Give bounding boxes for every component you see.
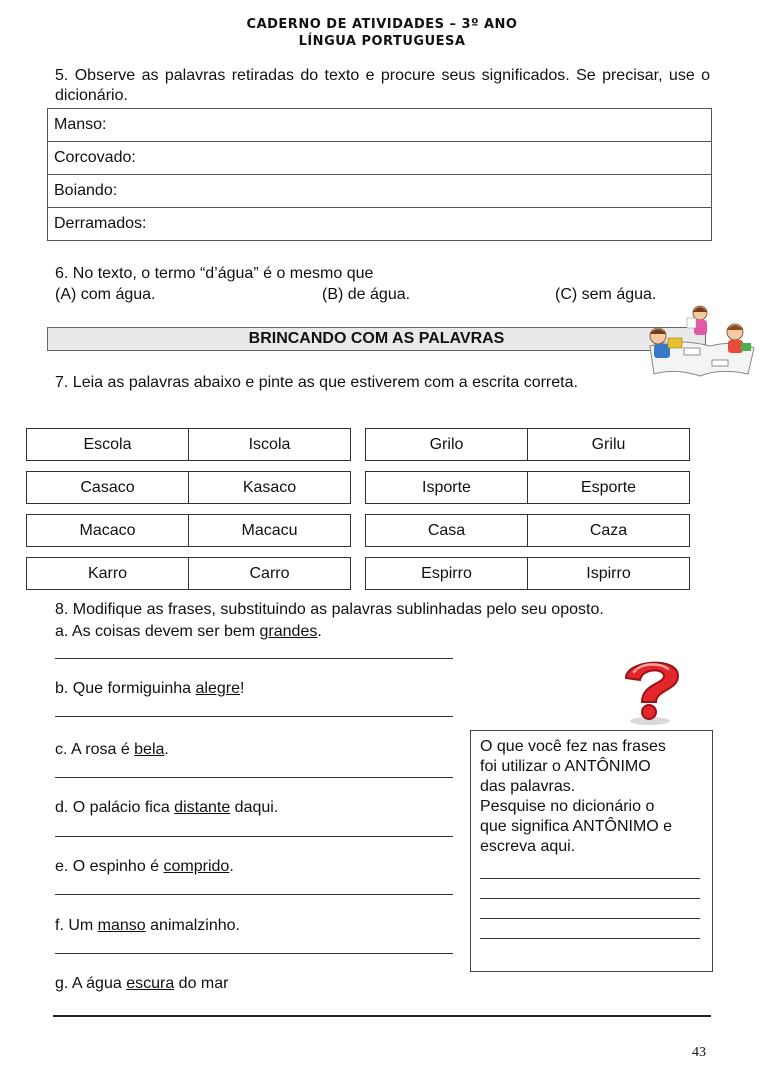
answer-line-a[interactable] [55,658,453,659]
word-pair-left-4 [26,557,351,590]
word-pair-left-2 [26,471,351,504]
q5-instruction: 5. Observe as palavras retiradas do texto e procure seus significados. Se precisar, use o dicionário. [55,67,710,104]
header-title: CADERNO DE ATIVIDADES – 3º ANO [246,17,518,32]
vocab-row[interactable]: Derramados: [48,208,712,241]
children-reading-icon [640,298,760,380]
header-subtitle: LÍNGUA PORTUGUESA [298,34,466,49]
word-cell[interactable]: Caza [528,515,690,547]
sentence-text: ! [240,680,245,697]
word-cell[interactable]: Casa [366,515,528,547]
word-pair-right-2 [365,471,690,504]
sentence-text: do mar [174,975,229,992]
underlined-word: grandes [259,623,318,640]
q8-sentence-b [55,679,244,699]
vocab-row[interactable]: Boiando: [48,175,712,208]
answer-line-d[interactable] [55,836,453,837]
word-cell[interactable]: Casaco [27,472,189,504]
sentence-text: d. O palácio fica [55,799,175,816]
answer-line-b[interactable] [55,716,453,717]
word-pair-left-1 [26,428,351,461]
sentence-text: . [229,858,234,875]
word-cell[interactable]: Ispirro [528,558,690,590]
word-cell[interactable]: Iscola [189,429,351,461]
page-number: 43 [692,1045,706,1060]
q6-option-b[interactable]: (B) de água. [322,286,411,303]
word-cell[interactable]: Espirro [366,558,528,590]
q6-option-a[interactable]: (A) com água. [55,286,156,303]
word-cell[interactable]: Esporte [528,472,690,504]
answer-line-c[interactable] [55,777,453,778]
q8-sentence-f [55,916,240,936]
antonym-box-text: O que você fez nas frases foi utilizar o ANTÔNIMO das palavras. Pesquise no dicionário o que significa ANTÔNIMO e escreva aqui. [480,738,673,855]
vocabulary-table [47,108,712,241]
q8-sentence-c [55,740,169,760]
word-cell[interactable]: Grilo [366,429,528,461]
antonym-answer-line[interactable] [480,878,700,879]
section-banner: BRINCANDO COM AS PALAVRAS [47,327,706,351]
underlined-word: bela [134,741,165,758]
underlined-word: alegre [195,680,241,697]
sentence-text: daqui. [230,799,279,816]
sentence-text: f. Um [55,917,98,934]
answer-line-f[interactable] [55,953,453,954]
q8-sentence-g [55,974,228,994]
question-mark-icon [612,654,692,726]
q8-instruction: 8. Modifique as frases, substituindo as palavras sublinhadas pelo seu oposto. [55,601,604,618]
word-cell[interactable]: Kasaco [189,472,351,504]
q6-option-c[interactable]: (C) sem água. [555,286,657,303]
underlined-word: manso [97,917,146,934]
word-cell[interactable]: Macacu [189,515,351,547]
antonym-answer-line[interactable] [480,898,700,899]
sentence-text: b. Que formiguinha [55,680,196,697]
antonym-answer-line[interactable] [480,938,700,939]
sentence-text: animalzinho. [145,917,240,934]
antonym-box [470,730,713,972]
word-cell[interactable]: Macaco [27,515,189,547]
answer-line-e[interactable] [55,894,453,895]
vocab-row[interactable]: Corcovado: [48,142,712,175]
word-cell[interactable]: Carro [189,558,351,590]
sentence-text: . [164,741,169,758]
vocab-row[interactable]: Manso: [48,109,712,142]
q7-instruction: 7. Leia as palavras abaixo e pinte as que estiverem com a escrita correta. [55,374,578,391]
word-pair-left-3 [26,514,351,547]
q8-sentence-e [55,857,234,877]
word-pair-right-3 [365,514,690,547]
sentence-text: c. A rosa é [55,741,135,758]
answer-line-g[interactable] [53,1015,711,1017]
sentence-text: g. A água [55,975,127,992]
sentence-text: e. O espinho é [55,858,164,875]
word-cell[interactable]: Escola [27,429,189,461]
antonym-answer-line[interactable] [480,918,700,919]
word-cell[interactable]: Grilu [528,429,690,461]
word-cell[interactable]: Isporte [366,472,528,504]
q8-sentence-d [55,798,278,818]
sentence-text: a. As coisas devem ser bem [55,623,260,640]
underlined-word: escura [126,975,175,992]
q6-question: 6. No texto, o termo “d’água” é o mesmo que [55,265,374,282]
underlined-word: distante [174,799,231,816]
underlined-word: comprido [163,858,230,875]
word-pair-right-1 [365,428,690,461]
sentence-text: . [317,623,322,640]
word-pair-right-4 [365,557,690,590]
q8-sentence-a [55,622,322,642]
word-cell[interactable]: Karro [27,558,189,590]
